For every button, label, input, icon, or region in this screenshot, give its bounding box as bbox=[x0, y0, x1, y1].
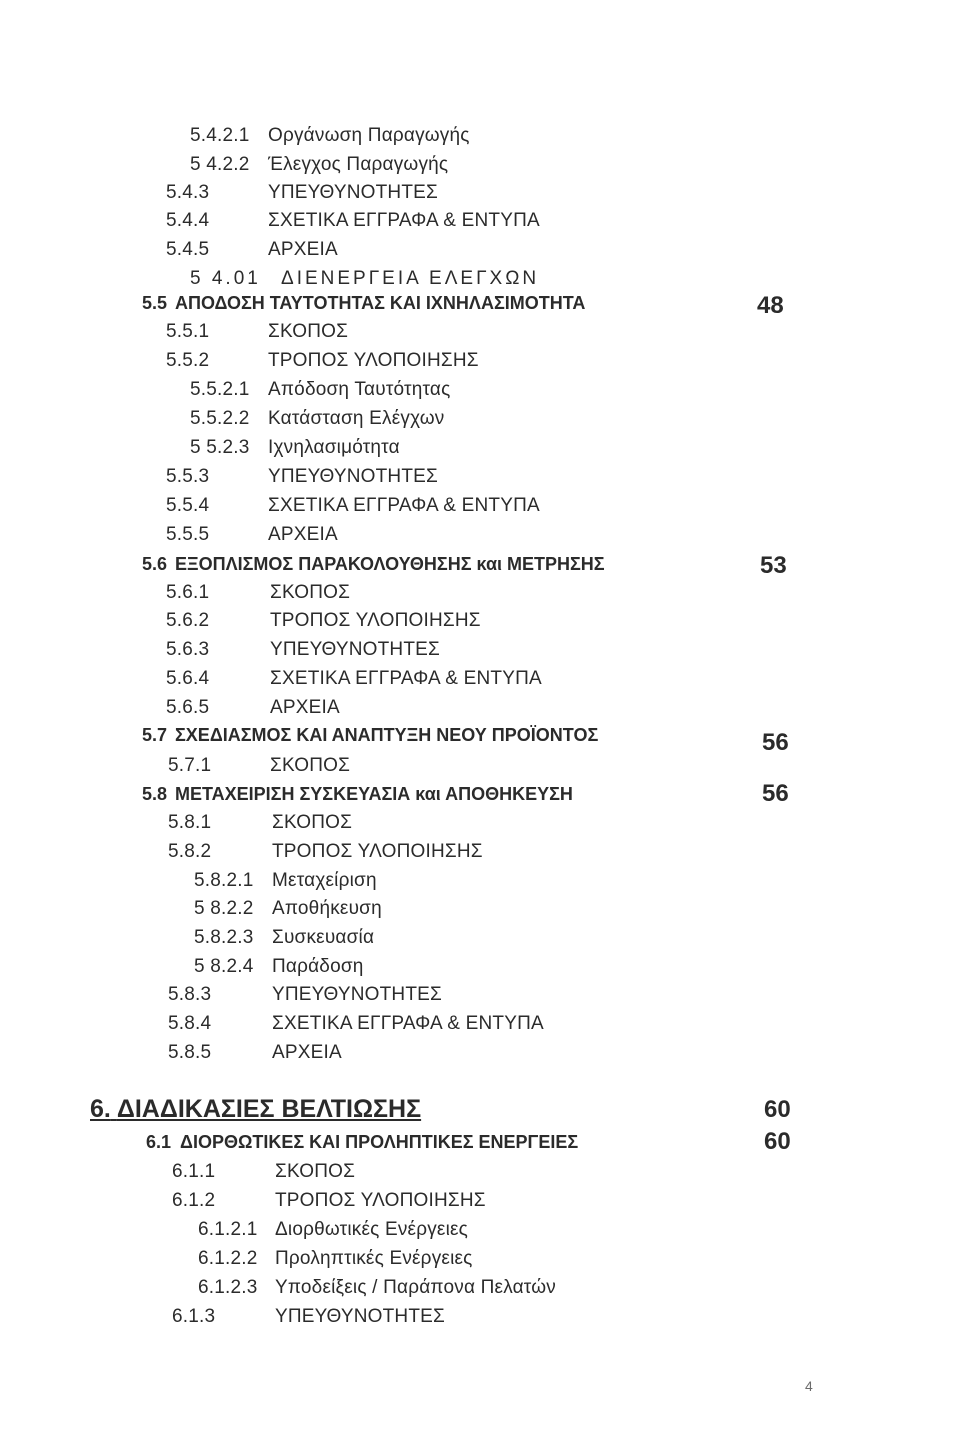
section-number: 5.7 bbox=[142, 725, 168, 745]
page-number: 53 bbox=[760, 552, 787, 579]
page-number: 48 bbox=[757, 292, 784, 319]
chapter-number: 6. bbox=[90, 1095, 111, 1123]
entry-title: Οργάνωση Παραγωγής bbox=[268, 125, 470, 146]
entry-number: 5.5.2.1 bbox=[190, 379, 250, 400]
entry-title: ΣΚΟΠΟΣ bbox=[270, 755, 351, 776]
entry-number: 5 4.2.2 bbox=[190, 154, 250, 175]
entry-title: Αποθήκευση bbox=[272, 898, 382, 919]
entry-number: 5.5.1 bbox=[166, 321, 210, 342]
entry-title: ΤΡΟΠΟΣ ΥΛΟΠΟΙΗΣΗΣ bbox=[275, 1190, 486, 1211]
entry-number: 5.6.5 bbox=[166, 697, 210, 718]
section-title: ΜΕΤΑΧΕΙΡΙΣΗ ΣΥΣΚΕΥΑΣΙΑ και ΑΠΟΘΗΚΕΥΣΗ bbox=[175, 784, 573, 804]
section-number: 5.6 bbox=[142, 554, 168, 574]
entry-number: 6.1.2 bbox=[172, 1190, 216, 1211]
section-number: 5.5 bbox=[142, 293, 168, 313]
entry-title: Έλεγχος Παραγωγής bbox=[268, 154, 449, 175]
entry-number: 5.5.2 bbox=[166, 350, 210, 371]
entry-title: ΑΡΧΕΙΑ bbox=[270, 697, 340, 718]
entry-title: ΔΙΕΝΕΡΓΕΙΑ ΕΛΕΓΧΩΝ bbox=[281, 268, 540, 289]
entry-title: ΥΠΕΥΘΥΝΟΤΗΤΕΣ bbox=[268, 466, 438, 487]
page-number: 56 bbox=[762, 729, 789, 756]
entry-title: ΑΡΧΕΙΑ bbox=[272, 1042, 342, 1063]
entry-number: 5.5.2.2 bbox=[190, 408, 250, 429]
entry-title: Ιχνηλασιμότητα bbox=[268, 437, 400, 458]
section-number: 5.8 bbox=[142, 784, 168, 804]
entry-title: ΣΧΕΤΙΚΑ ΕΓΓΡΑΦΑ & ΕΝΤΥΠΑ bbox=[270, 668, 542, 689]
entry-title: Υποδείξεις / Παράπονα Πελατών bbox=[275, 1277, 556, 1298]
entry-number: 6.1.2.1 bbox=[198, 1219, 258, 1240]
entry-title: Προληπτικές Ενέργειες bbox=[275, 1248, 473, 1269]
entry-number: 5.8.1 bbox=[168, 812, 212, 833]
entry-number: 5.6.1 bbox=[166, 582, 210, 603]
entry-number: 6.1.3 bbox=[172, 1306, 216, 1327]
entry-number: 6.1.1 bbox=[172, 1161, 216, 1182]
entry-title: ΥΠΕΥΘΥΝΟΤΗΤΕΣ bbox=[270, 639, 440, 660]
entry-number: 5.7.1 bbox=[168, 755, 212, 776]
entry-title: ΤΡΟΠΟΣ ΥΛΟΠΟΙΗΣΗΣ bbox=[270, 610, 481, 631]
entry-number: 5.8.2 bbox=[168, 841, 212, 862]
entry-title: Κατάσταση Ελέγχων bbox=[268, 408, 445, 429]
entry-title: ΣΧΕΤΙΚΑ ΕΓΓΡΑΦΑ & ΕΝΤΥΠΑ bbox=[272, 1013, 544, 1034]
page-corner-mark: 4 bbox=[805, 1378, 813, 1394]
page-number: 56 bbox=[762, 780, 789, 807]
entry-title: ΥΠΕΥΘΥΝΟΤΗΤΕΣ bbox=[268, 182, 438, 203]
entry-number: 5.5.5 bbox=[166, 524, 210, 545]
section-title: ΔΙΟΡΘΩΤΙΚΕΣ ΚΑΙ ΠΡΟΛΗΠΤΙΚΕΣ ΕΝΕΡΓΕΙΕΣ bbox=[180, 1132, 579, 1152]
entry-title: ΥΠΕΥΘΥΝΟΤΗΤΕΣ bbox=[275, 1306, 445, 1327]
entry-number: 5.6.3 bbox=[166, 639, 210, 660]
entry-number: 5.8.5 bbox=[168, 1042, 212, 1063]
entry-number: 6.1.2.3 bbox=[198, 1277, 258, 1298]
entry-number: 5.4.3 bbox=[166, 182, 210, 203]
entry-title: ΣΧΕΤΙΚΑ ΕΓΓΡΑΦΑ & ΕΝΤΥΠΑ bbox=[268, 210, 540, 231]
section-title: ΕΞΟΠΛΙΣΜΟΣ ΠΑΡΑΚΟΛΟΥΘΗΣΗΣ και ΜΕΤΡΗΣΗΣ bbox=[175, 554, 605, 574]
entry-title: ΑΡΧΕΙΑ bbox=[268, 524, 338, 545]
page-number: 60 bbox=[764, 1096, 791, 1123]
entry-number: 5 5.2.3 bbox=[190, 437, 250, 458]
entry-title: Απόδοση Ταυτότητας bbox=[268, 379, 451, 400]
entry-title: Διορθωτικές Ενέργειες bbox=[275, 1219, 469, 1240]
entry-number: 6.1.2.2 bbox=[198, 1248, 258, 1269]
entry-number: 5.8.2.1 bbox=[194, 870, 254, 891]
entry-number: 5.8.3 bbox=[168, 984, 212, 1005]
entry-number: 5.8.4 bbox=[168, 1013, 212, 1034]
entry-title: Παράδοση bbox=[272, 956, 364, 977]
entry-number: 5.5.3 bbox=[166, 466, 210, 487]
entry-number: 5.4.2.1 bbox=[190, 125, 250, 146]
entry-title: ΣΚΟΠΟΣ bbox=[275, 1161, 356, 1182]
entry-title: Συσκευασία bbox=[272, 927, 375, 948]
entry-number: 5.6.4 bbox=[166, 668, 210, 689]
section-number: 6.1 bbox=[146, 1132, 172, 1152]
chapter-title: ΔΙΑΔΙΚΑΣΙΕΣ ΒΕΛΤΙΩΣΗΣ bbox=[116, 1095, 422, 1123]
entry-number: 5.6.2 bbox=[166, 610, 210, 631]
entry-number: 5.4.5 bbox=[166, 239, 210, 260]
entry-title: ΣΧΕΤΙΚΑ ΕΓΓΡΑΦΑ & ΕΝΤΥΠΑ bbox=[268, 495, 540, 516]
entry-title: ΤΡΟΠΟΣ ΥΛΟΠΟΙΗΣΗΣ bbox=[272, 841, 483, 862]
entry-title: ΤΡΟΠΟΣ ΥΛΟΠΟΙΗΣΗΣ bbox=[268, 350, 479, 371]
entry-title: ΣΚΟΠΟΣ bbox=[268, 321, 349, 342]
entry-number: 5.8.2.3 bbox=[194, 927, 254, 948]
entry-title: ΣΚΟΠΟΣ bbox=[270, 582, 351, 603]
entry-number: 5.5.4 bbox=[166, 495, 210, 516]
section-title: ΣΧΕΔΙΑΣΜΟΣ ΚΑΙ ΑΝΑΠΤΥΞΗ ΝΕΟΥ ΠΡΟΪΟΝΤΟΣ bbox=[175, 725, 599, 745]
entry-number: 5 8.2.4 bbox=[194, 956, 254, 977]
entry-title: ΑΡΧΕΙΑ bbox=[268, 239, 338, 260]
entry-title: Μεταχείριση bbox=[272, 870, 377, 891]
entry-title: ΥΠΕΥΘΥΝΟΤΗΤΕΣ bbox=[272, 984, 442, 1005]
section-title: ΑΠΟΔΟΣΗ ΤΑΥΤΟΤΗΤΑΣ ΚΑΙ ΙΧΝΗΛΑΣΙΜΟΤΗΤΑ bbox=[175, 293, 586, 313]
entry-title: ΣΚΟΠΟΣ bbox=[272, 812, 353, 833]
chapter-heading bbox=[90, 1094, 421, 1124]
entry-number: 5.4.4 bbox=[166, 210, 210, 231]
page-number: 60 bbox=[764, 1128, 791, 1155]
entry-number: 5 8.2.2 bbox=[194, 898, 254, 919]
entry-number: 5 4.01 bbox=[190, 268, 261, 289]
